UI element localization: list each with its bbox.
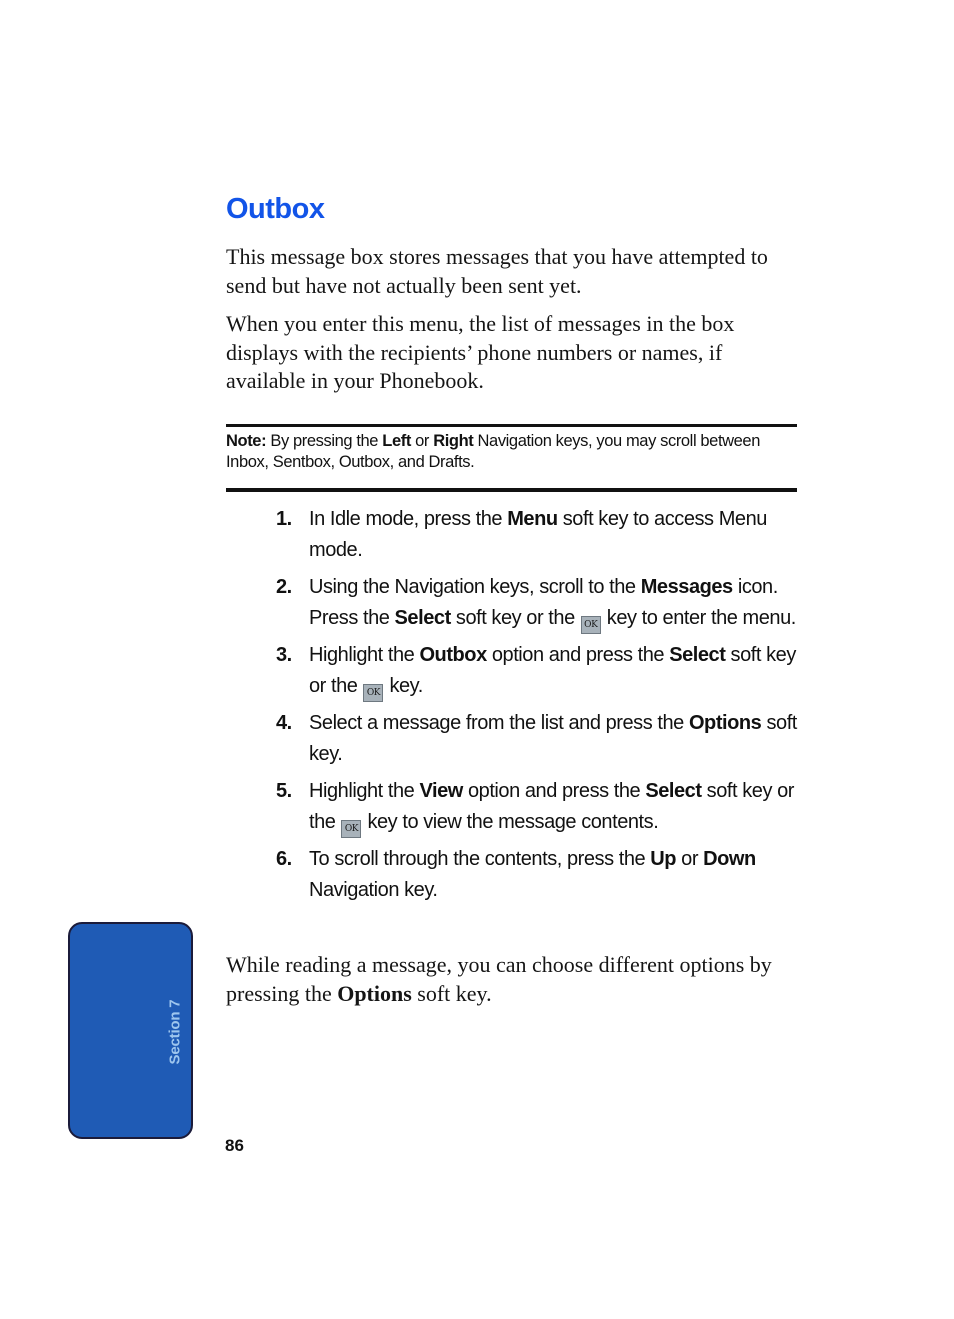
closing-text: While reading a message, you can choose different options by pressing the	[226, 952, 772, 1006]
step-text: Select a message from the list and press the	[309, 712, 689, 734]
note-label: Note:	[226, 432, 267, 450]
step-text: soft key.	[309, 712, 797, 765]
page-number: 86	[225, 1136, 244, 1155]
step-number: 2.	[276, 576, 292, 598]
step-text: Highlight the	[309, 644, 420, 666]
step-text: key to enter the menu.	[606, 607, 796, 629]
step-number: 4.	[276, 712, 292, 734]
step-item	[276, 844, 797, 906]
key-name: Options	[688, 712, 762, 734]
note-key-left: Left	[382, 432, 411, 450]
step-text: In Idle mode, press the	[309, 508, 508, 530]
step-text: icon. Press the	[309, 576, 778, 629]
step-text: To scroll through the contents, press the	[309, 848, 651, 870]
step-item	[276, 776, 797, 838]
step-text: option and press the	[486, 644, 670, 666]
section-tab-label: Section 7	[166, 999, 184, 1065]
step-text: soft key to access Menu mode.	[309, 508, 767, 561]
step-item	[276, 640, 797, 702]
key-name: Select	[394, 607, 451, 629]
note-text: By pressing the	[266, 432, 383, 450]
key-name: Select	[669, 644, 726, 666]
step-item	[276, 572, 797, 634]
note-box	[226, 431, 797, 473]
description-paragraph: When you enter this menu, the list of messages in the box displays with the recipients’ phone numbers or names, if available in your Phonebook.	[226, 311, 735, 393]
step-item	[276, 504, 797, 566]
step-text: Navigation key.	[309, 879, 438, 901]
note-text: Navigation keys, you may scroll between Inbox, Sentbox, Outbox, and Drafts.	[226, 432, 760, 471]
step-number: 3.	[276, 644, 292, 666]
step-item	[276, 708, 797, 770]
note-top-rule	[226, 424, 797, 427]
ok-key-icon: OK	[341, 820, 361, 838]
key-name: Down	[703, 848, 756, 870]
step-text: key.	[389, 675, 423, 697]
step-text: Using the Navigation keys, scroll to the	[309, 576, 641, 598]
step-number: 5.	[276, 780, 292, 802]
key-name: Up	[650, 848, 677, 870]
intro-paragraph: This message box stores messages that you have attempted to send but have not actually been sent yet.	[226, 244, 768, 298]
step-text: soft key or the	[450, 607, 575, 629]
step-text: soft key or the	[309, 644, 796, 697]
steps-list	[276, 504, 797, 912]
key-name: Options	[337, 980, 412, 1006]
ok-key-icon: OK	[363, 684, 383, 702]
ok-key-icon: OK	[581, 616, 601, 634]
step-number: 6.	[276, 848, 292, 870]
closing-text: soft key.	[411, 980, 492, 1006]
key-name: View	[419, 780, 463, 802]
note-key-right: Right	[433, 432, 474, 450]
step-text: soft key or the	[309, 780, 794, 833]
note-bottom-rule	[226, 488, 797, 492]
key-name: Messages	[640, 576, 733, 598]
step-text: option and press the	[462, 780, 646, 802]
step-text: key to view the message contents.	[367, 811, 659, 833]
step-text: Highlight the	[309, 780, 420, 802]
page-title: Outbox	[226, 193, 325, 225]
note-text: or	[410, 432, 434, 450]
key-name: Outbox	[419, 644, 487, 666]
step-number: 1.	[276, 508, 292, 530]
closing-paragraph	[226, 951, 801, 1008]
key-name: Menu	[507, 508, 558, 530]
key-name: Select	[645, 780, 702, 802]
step-text: or	[676, 848, 704, 870]
